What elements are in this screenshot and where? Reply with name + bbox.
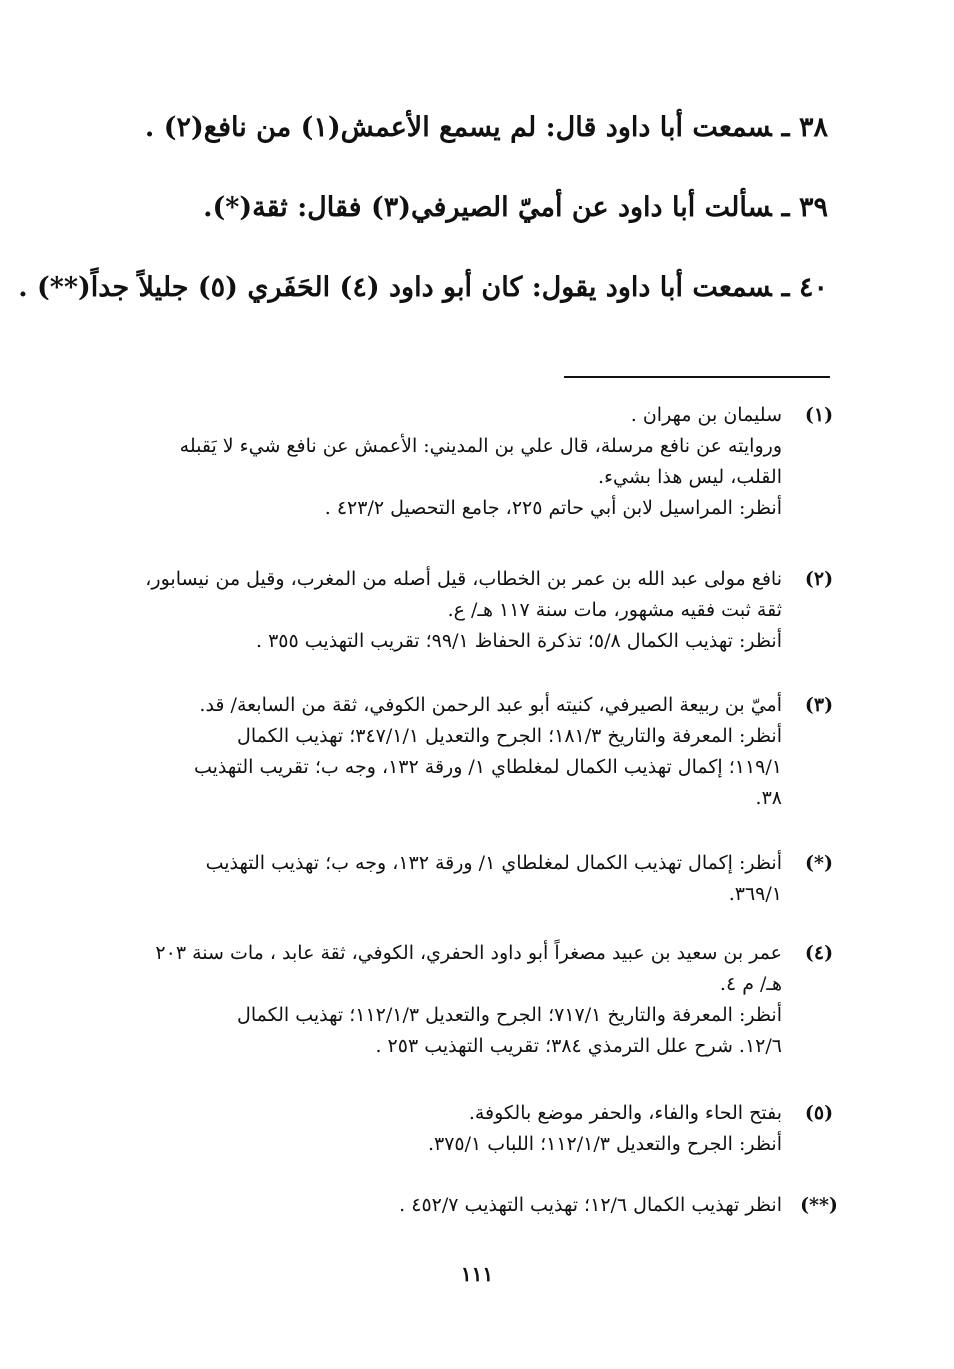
footnote-line: هـ/ م ٤. — [719, 973, 782, 995]
footnote-line: ١٢/٦. شرح علل الترمذي ٣٨٤؛ تقريب التهذيب ٢٥٣ . — [375, 1035, 782, 1057]
footnote-line: وروايته عن نافع مرسلة، قال علي بن المديني: الأعمش عن نافع شيء لا يَقبله — [179, 435, 782, 457]
footnote-line: انظر تهذيب الكمال ١٢/٦؛ تهذيب التهذيب ٤٥٢/٧ . — [399, 1194, 782, 1216]
footnote-line: أميّ بن ربيعة الصيرفي، كنيته أبو عبد الرحمن الكوفي، ثقة من السابعة/ قد. — [199, 694, 782, 716]
footnote-line: أنظر: المعرفة والتاريخ ٧١٧/١؛ الجرح والتعديل ١١٢/١/٣؛ تهذيب الكمال — [237, 1004, 782, 1026]
footnote-3 — [114, 690, 844, 814]
footnote-marker: (*) — [805, 852, 833, 874]
footnote-marker: (٥) — [804, 1102, 834, 1124]
footnote-2 — [114, 564, 844, 657]
entry-text: سمعت أبا داود يقول: كان أبو داود (٤) الحَفَري (٥) جليلاً جداً(**) . — [18, 272, 772, 303]
footnote-line: ١١٩/١؛ إكمال تهذيب الكمال لمغلطاي ١/ ورقة ١٣٢، وجه ب؛ تقريب التهذيب — [193, 756, 782, 778]
footnote-1 — [114, 400, 844, 524]
entry-39 — [128, 188, 828, 228]
footnote-marker: (٢) — [804, 568, 834, 590]
footnote-line: سليمان بن مهران . — [630, 404, 782, 426]
footnote-line: أنظر: المعرفة والتاريخ ١٨١/٣؛ الجرح والتعديل ٣٤٧/١/١؛ تهذيب الكمال — [237, 725, 782, 747]
footnote-line: القلب، ليس هذا بشيء. — [598, 466, 782, 488]
footnote-line: ٣٦٩/١. — [728, 883, 782, 905]
entry-38 — [128, 108, 828, 148]
footnote-line: ٣٨. — [755, 787, 782, 809]
footnote-line: أنظر: تهذيب الكمال ٥/٨؛ تذكرة الحفاظ ٩٩/١؛ تقريب التهذيب ٣٥٥ . — [255, 630, 782, 652]
footnote-5 — [114, 1098, 844, 1160]
footnote-line: أنظر: إكمال تهذيب الكمال لمغلطاي ١/ ورقة ١٣٢، وجه ب؛ تهذيب التهذيب — [205, 852, 782, 874]
footnote-line: ثقة ثبت فقيه مشهور، مات سنة ١١٧ هـ/ ع. — [447, 599, 782, 621]
entry-text: سمعت أبا داود قال: لم يسمع الأعمش(١) من نافع(٢) . — [144, 112, 772, 143]
entry-40 — [18, 268, 828, 308]
footnote-4 — [114, 938, 844, 1062]
entry-number: ٣٩ ـ — [781, 192, 828, 223]
footnote-marker: (٣) — [804, 694, 834, 716]
entry-number: ٣٨ ـ — [781, 112, 828, 143]
footnote-star — [114, 848, 844, 910]
footnote-line: نافع مولى عبد الله بن عمر بن الخطاب، قيل أصله من المغرب، وقيل من نيسابور، — [145, 568, 782, 590]
footnote-marker: (**) — [800, 1194, 838, 1216]
footnote-line: بفتح الحاء والفاء، والحفر موضع بالكوفة. — [468, 1102, 782, 1124]
footnote-line: عمر بن سعيد بن عبيد مصغراً أبو داود الحفري، الكوفي، ثقة عابد ، مات سنة ٢٠٣ — [155, 942, 782, 964]
footnote-line: أنظر: المراسيل لابن أبي حاتم ٢٢٥، جامع التحصيل ٤٢٣/٢ . — [324, 497, 782, 519]
footnote-separator — [564, 376, 830, 378]
page-number: ١١١ — [460, 1262, 494, 1286]
entry-number: ٤٠ ـ — [781, 272, 828, 303]
entry-text: سألت أبا داود عن أميّ الصيرفي(٣) فقال: ثقة(*). — [203, 192, 772, 223]
footnote-marker: (١) — [804, 404, 834, 426]
footnote-line: أنظر: الجرح والتعديل ١١٢/١/٣؛ اللباب ٣٧٥/١. — [427, 1133, 782, 1155]
footnote-marker: (٤) — [804, 942, 834, 964]
footnote-double-star — [114, 1190, 844, 1221]
